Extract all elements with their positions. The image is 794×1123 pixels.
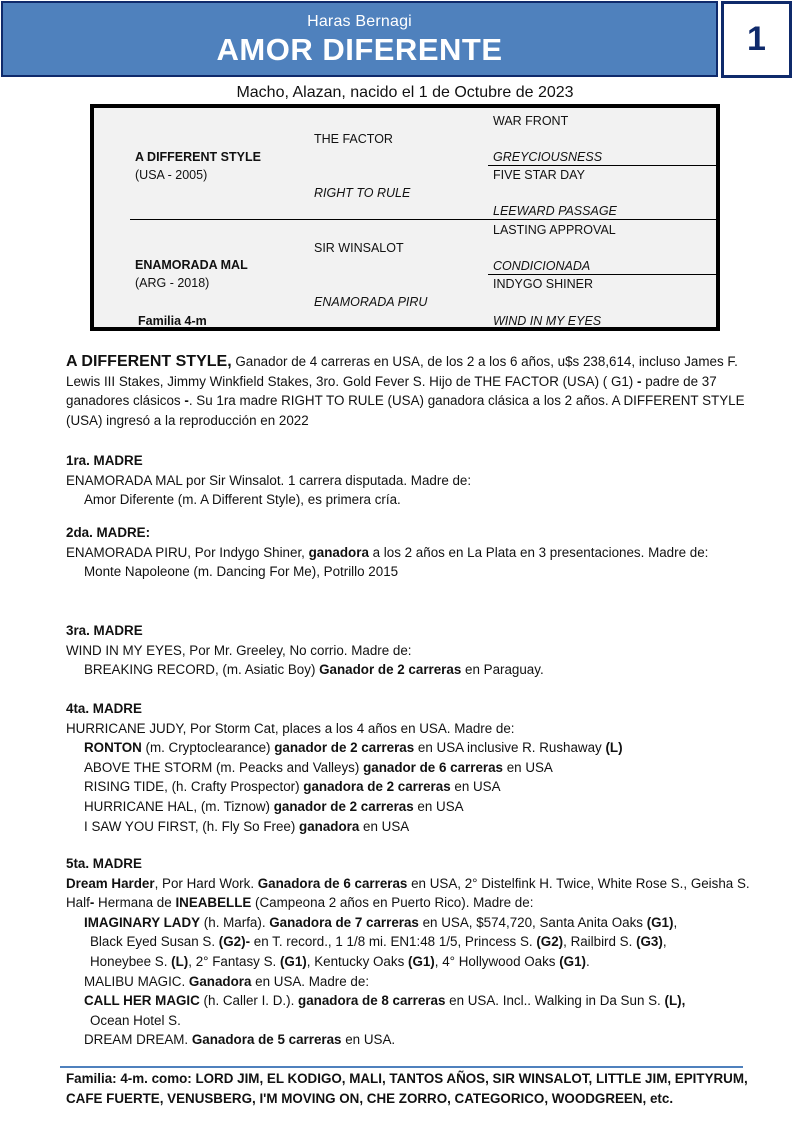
text: , 4° Hollywood Oaks: [434, 953, 560, 969]
text: DREAM DREAM.: [84, 1032, 192, 1048]
dam-line: ENAMORADA MAL por Sir Winsalot. 1 carrera disputada. Madre de:: [66, 472, 472, 488]
text: CALL HER MAGIC: [84, 993, 200, 1009]
text: (m. Cryptoclearance): [141, 740, 275, 756]
dam-dam: ENAMORADA PIRU: [314, 295, 428, 309]
text: ,: [673, 914, 678, 930]
sire-dam: RIGHT TO RULE: [314, 186, 411, 200]
text: Ganadora de 6 carreras: [257, 875, 408, 891]
horse-name: AMOR DIFERENTE: [216, 32, 503, 67]
dam-line: HURRICANE JUDY, Por Storm Cat, places a los 4 años en USA. Madre de:: [66, 720, 515, 736]
pedigree-table: [90, 104, 720, 331]
text: Ganadora: [188, 973, 252, 989]
text: ganadora de 8 carreras: [298, 993, 446, 1009]
ancestor-4: LEEWARD PASSAGE: [493, 204, 617, 218]
produce-line: [84, 991, 756, 1011]
produce-line: [84, 932, 756, 952]
text: ganador de 6 carreras: [363, 759, 503, 775]
text: I SAW YOU FIRST,: [84, 818, 199, 834]
third-dam-section: [66, 621, 756, 680]
horse-details: Macho, Alazan, nacido el 1 de Octubre de 2023: [236, 84, 574, 101]
text: ganadora: [299, 818, 360, 834]
ancestor-7: INDYGO SHINER: [493, 277, 594, 291]
text: en USA: [503, 759, 553, 775]
text: ganador de 2 carreras: [273, 798, 414, 814]
sire-desc-text: Ganador de 4 carreras en USA, de los 2 a los 6 años, u$s 238,614, incluso James F. Lewis III Stakes, Jimmy Winkfield Stakes, 3ro. Gold Fever S. Hijo de THE FACTOR (USA) ( G1): [66, 354, 738, 389]
produce-item: [66, 777, 756, 797]
section-title: 1ra. MADRE: [66, 453, 143, 468]
text: en USA inclusive R. Rushaway: [414, 740, 606, 756]
text: Ganadora de 5 carreras: [191, 1032, 342, 1048]
ancestor-5: LASTING APPROVAL: [493, 223, 616, 237]
dash: -: [637, 373, 642, 389]
sire-sire: THE FACTOR: [314, 132, 393, 146]
ancestor-6: CONDICIONADA: [493, 259, 591, 273]
text: en Paraguay.: [461, 662, 544, 678]
produce-item: [66, 660, 756, 680]
section-title: 3ra. MADRE: [66, 623, 143, 638]
sire-origin: (USA - 2005): [135, 168, 208, 182]
divider: [130, 219, 720, 220]
first-dam-section: [66, 451, 756, 510]
produce-line: [84, 1030, 756, 1050]
produce-line: [84, 972, 756, 992]
produce-line: [84, 913, 756, 933]
text: (G2): [536, 934, 564, 950]
text: (G2)-: [218, 934, 251, 950]
dam-line: WIND IN MY EYES, Por Mr. Greeley, No corrio. Madre de:: [66, 642, 412, 658]
text: , Railbird S.: [563, 934, 637, 950]
footer-divider: [60, 1066, 743, 1068]
text: en USA, 2° Distelfink H. Twice, White Rose S., Geisha S. Half: [66, 875, 750, 911]
text: ENAMORADA PIRU, Por Indygo Shiner,: [66, 544, 309, 560]
divider: [488, 274, 720, 275]
sire-desc-text: padre de 37 ganadores clásicos: [66, 373, 717, 409]
text: Hermana de: [94, 895, 176, 911]
text: en T. record., 1 1/8 mi. EN1:48 1/5, Princess S.: [250, 934, 537, 950]
text: (h. Marfa).: [200, 914, 270, 930]
produce-item: Amor Diferente (m. A Different Style), es primera cría.: [84, 492, 401, 508]
text: en USA: [359, 818, 410, 834]
text: Ocean Hotel S.: [90, 1012, 181, 1028]
stud-name: Haras Bernagi: [307, 13, 412, 30]
text: (h. Crafty Prospector): [167, 779, 304, 795]
produce-line: [84, 1011, 756, 1031]
text: RONTON: [84, 740, 142, 756]
text: (m. Tiznow): [197, 798, 274, 814]
produce-item: [66, 913, 756, 1050]
dam-sire: SIR WINSALOT: [314, 241, 404, 255]
text: (G1): [407, 953, 435, 969]
dam-line: [66, 874, 756, 913]
text: RISING TIDE,: [84, 779, 168, 795]
dam-name: ENAMORADA MAL: [135, 258, 248, 272]
text: (m. Peacks and Valleys): [212, 759, 364, 775]
text: (G1): [279, 953, 307, 969]
text: -: [89, 895, 95, 911]
text: ABOVE THE STORM: [84, 759, 213, 775]
text: (L): [171, 953, 189, 969]
sire-name: A DIFFERENT STYLE: [135, 150, 261, 164]
text: (h. Fly So Free): [198, 818, 300, 834]
sire-desc-lead: A DIFFERENT STYLE,: [66, 353, 232, 370]
produce-item: Monte Napoleone (m. Dancing For Me), Potrillo 2015: [84, 564, 399, 580]
sire-desc-text: . Su 1ra madre RIGHT TO RULE (USA) ganadora clásica a los 2 años. A DIFFERENT STYLE (USA) ingresó a la reproducción en 2022: [66, 393, 745, 428]
produce-item: [66, 758, 756, 778]
text: , Por Hard Work.: [154, 875, 258, 891]
text: (Campeona 2 años en Puerto Rico). Madre de:: [251, 895, 534, 911]
section-title: 2da. MADRE:: [66, 525, 151, 540]
sire-description: [66, 352, 756, 430]
text: (G1): [646, 914, 674, 930]
text: a los 2 años en La Plata en 3 presentaciones. Madre de:: [368, 544, 709, 560]
text: en USA. Madre de:: [251, 973, 370, 989]
section-title: 5ta. MADRE: [66, 856, 142, 871]
text: Ganadora de 7 carreras: [269, 914, 419, 930]
ancestor-2: GREYCIOUSNESS: [493, 150, 603, 164]
fifth-dam-section: [66, 854, 756, 1050]
text: (L),: [664, 993, 686, 1009]
produce-item: [66, 738, 756, 758]
text: ganadora de 2 carreras: [303, 779, 451, 795]
family-footer: Familia: 4-m. como: LORD JIM, EL KODIGO, MALI, TANTOS AÑOS, SIR WINSALOT, LITTLE JIM, EPITYRUM, CAFE FUERTE, VENUSBERG, I'M MOVING ON, CHE ZORRO, CATEGORICO, WOODGREEN, etc.: [66, 1071, 748, 1106]
text: , 2° Fantasy S.: [188, 953, 280, 969]
text: IMAGINARY LADY: [84, 914, 201, 930]
header-banner: [1, 1, 718, 77]
text: en USA: [450, 779, 501, 795]
dam-line: [66, 543, 756, 563]
text: ganadora: [308, 544, 369, 560]
text: , Kentucky Oaks: [306, 953, 408, 969]
text: (L): [605, 740, 623, 756]
ancestor-1: WAR FRONT: [493, 114, 569, 128]
text: en USA, $574,720, Santa Anita Oaks: [418, 914, 647, 930]
text: en USA. Incl.. Walking in Da Sun S.: [445, 993, 665, 1009]
text: en USA: [413, 798, 464, 814]
text: ganador de 2 carreras: [274, 740, 415, 756]
text: Ganador de 2 carreras: [319, 662, 462, 678]
text: (G1): [559, 953, 587, 969]
text: Dream Harder: [66, 875, 155, 891]
divider: [488, 165, 720, 166]
text: en USA.: [341, 1032, 396, 1048]
text: Honeybee S.: [90, 953, 172, 969]
ancestor-3: FIVE STAR DAY: [493, 168, 585, 182]
text: ,: [662, 934, 667, 950]
family-label: Familia 4-m: [138, 314, 207, 328]
fourth-dam-section: [66, 699, 756, 836]
text: .: [586, 953, 590, 969]
section-title: 4ta. MADRE: [66, 701, 142, 716]
text: (G3): [636, 934, 663, 950]
text: (h. Caller I. D.).: [199, 993, 299, 1009]
produce-item: [66, 797, 756, 817]
ancestor-8: WIND IN MY EYES: [493, 314, 602, 328]
produce-item: [66, 817, 756, 837]
text: Black Eyed Susan S.: [90, 934, 219, 950]
text: MALIBU MAGIC.: [84, 973, 189, 989]
text: BREAKING RECORD, (m. Asiatic Boy): [84, 662, 320, 678]
dam-origin: (ARG - 2018): [135, 276, 210, 290]
second-dam-section: [66, 523, 756, 582]
text: INEABELLE: [175, 895, 252, 911]
lot-number: 1: [721, 1, 792, 78]
produce-line: [84, 952, 756, 972]
text: HURRICANE HAL,: [84, 798, 198, 814]
dash: -: [184, 393, 189, 409]
